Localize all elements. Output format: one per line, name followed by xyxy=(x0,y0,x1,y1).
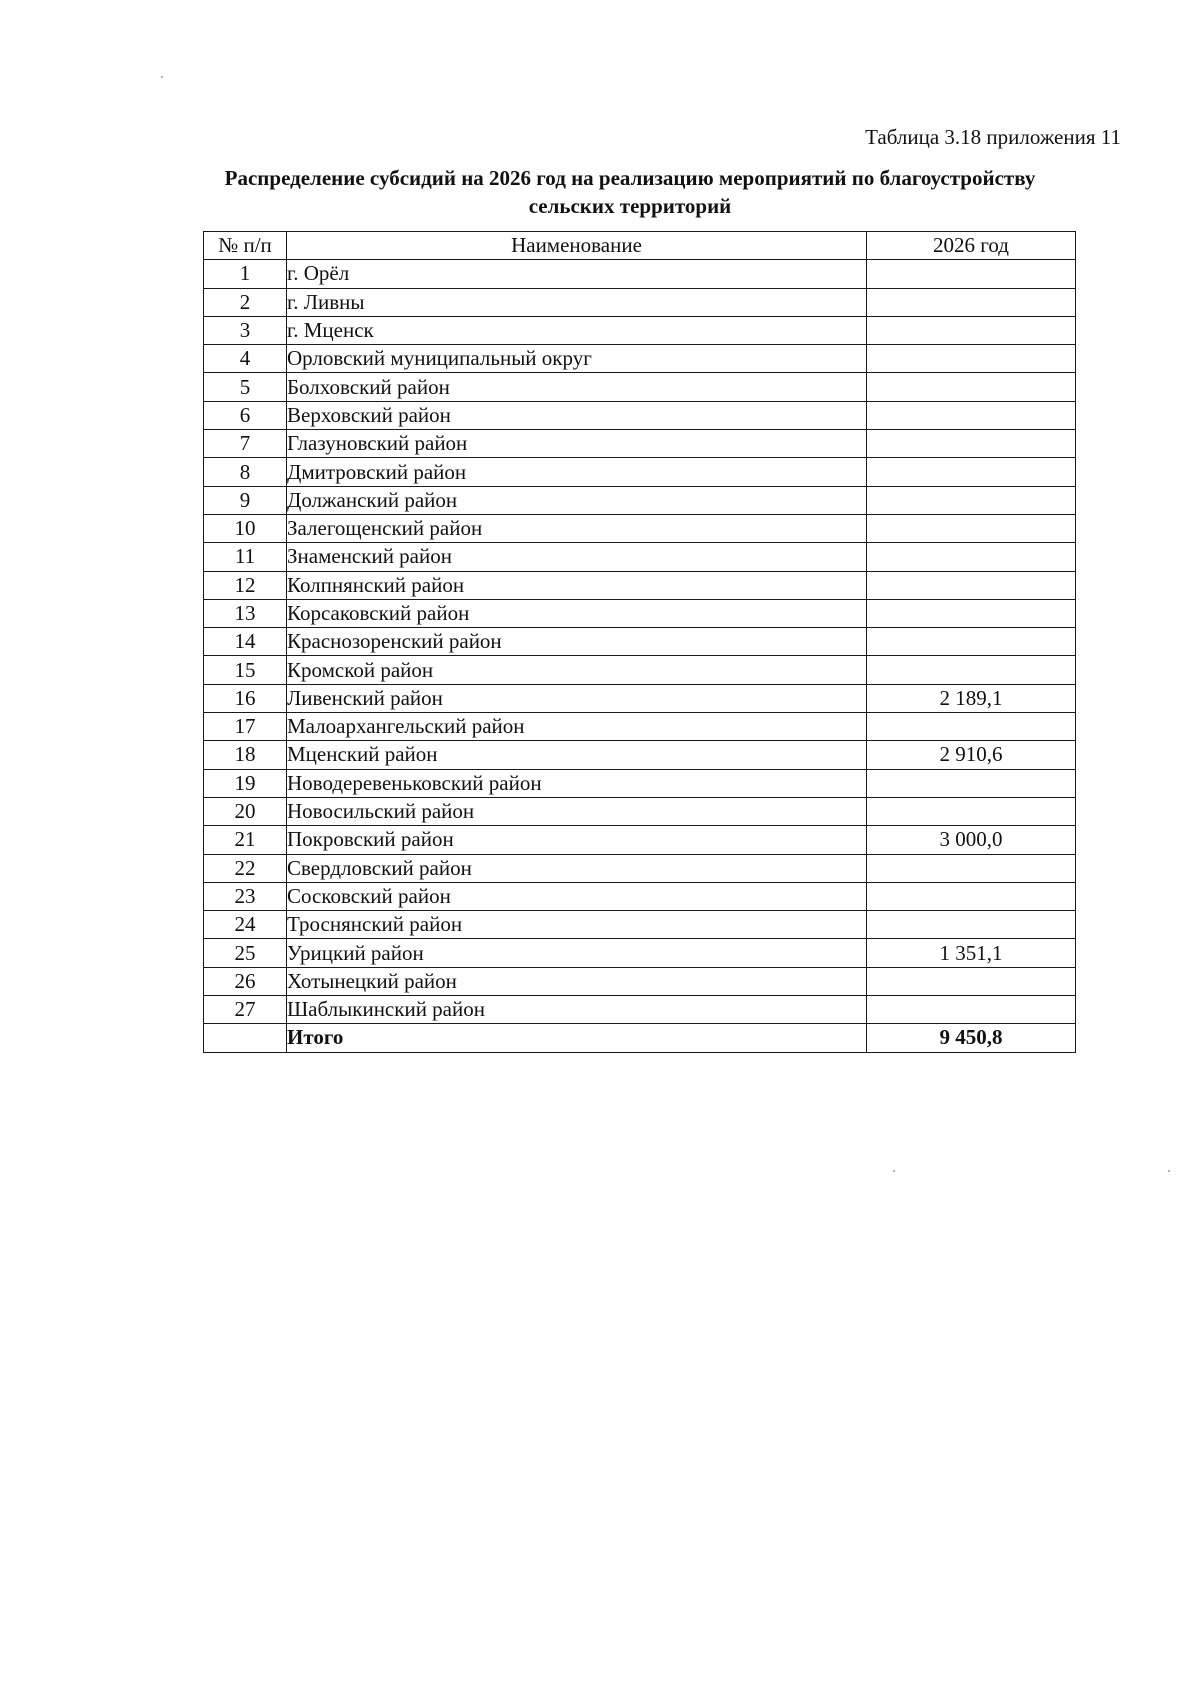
row-number-cell: 14 xyxy=(204,628,287,656)
table-row xyxy=(204,316,1076,344)
row-name-cell: Троснянский район xyxy=(287,911,867,939)
row-number-cell: 23 xyxy=(204,882,287,910)
row-value-cell xyxy=(867,882,1076,910)
table-row xyxy=(204,854,1076,882)
row-value-cell xyxy=(867,543,1076,571)
row-number-cell: 4 xyxy=(204,345,287,373)
table-reference: Таблица 3.18 приложения 11 xyxy=(865,125,1121,149)
row-value-cell: 1 351,1 xyxy=(867,939,1076,967)
row-value-cell xyxy=(867,260,1076,288)
row-number-cell: 20 xyxy=(204,797,287,825)
row-value-cell xyxy=(867,656,1076,684)
row-number-cell: 26 xyxy=(204,967,287,995)
document-title xyxy=(165,164,1095,220)
row-name-cell: Орловский муниципальный округ xyxy=(287,345,867,373)
table-row xyxy=(204,911,1076,939)
row-number-cell: 25 xyxy=(204,939,287,967)
row-name-cell: Покровский район xyxy=(287,826,867,854)
row-value-cell xyxy=(867,769,1076,797)
table-row xyxy=(204,288,1076,316)
row-name-cell: Болховский район xyxy=(287,373,867,401)
row-number-cell: 11 xyxy=(204,543,287,571)
row-name-cell: Шаблыкинский район xyxy=(287,996,867,1024)
row-name-cell: Новосильский район xyxy=(287,797,867,825)
row-name-cell: Корсаковский район xyxy=(287,599,867,627)
row-number-cell: 8 xyxy=(204,458,287,486)
row-name-cell: Верховский район xyxy=(287,401,867,429)
table-row xyxy=(204,797,1076,825)
table-body xyxy=(204,260,1076,1052)
table-row xyxy=(204,599,1076,627)
row-number-cell: 15 xyxy=(204,656,287,684)
header-name: Наименование xyxy=(287,232,867,260)
row-name-cell: Новодеревеньковский район xyxy=(287,769,867,797)
header-number: № п/п xyxy=(204,232,287,260)
row-number-cell: 2 xyxy=(204,288,287,316)
table-row xyxy=(204,996,1076,1024)
row-number-cell: 22 xyxy=(204,854,287,882)
header-year: 2026 год xyxy=(867,232,1076,260)
row-value-cell xyxy=(867,996,1076,1024)
total-label-cell: Итого xyxy=(287,1024,867,1052)
table-row xyxy=(204,684,1076,712)
row-number-cell: 21 xyxy=(204,826,287,854)
row-value-cell xyxy=(867,571,1076,599)
row-value-cell: 2 910,6 xyxy=(867,741,1076,769)
row-name-cell: Свердловский район xyxy=(287,854,867,882)
row-number-cell: 18 xyxy=(204,741,287,769)
row-value-cell: 2 189,1 xyxy=(867,684,1076,712)
row-number-cell: 7 xyxy=(204,430,287,458)
row-number-cell: 16 xyxy=(204,684,287,712)
table-row xyxy=(204,769,1076,797)
row-name-cell: Кромской район xyxy=(287,656,867,684)
table-row xyxy=(204,260,1076,288)
row-value-cell: 3 000,0 xyxy=(867,826,1076,854)
row-name-cell: Хотынецкий район xyxy=(287,967,867,995)
row-value-cell xyxy=(867,854,1076,882)
row-name-cell: г. Мценск xyxy=(287,316,867,344)
row-number-cell: 24 xyxy=(204,911,287,939)
table-row xyxy=(204,373,1076,401)
row-name-cell: Должанский район xyxy=(287,486,867,514)
row-name-cell: Глазуновский район xyxy=(287,430,867,458)
table-header-row xyxy=(204,232,1076,260)
row-value-cell xyxy=(867,345,1076,373)
row-value-cell xyxy=(867,628,1076,656)
row-number-cell: 12 xyxy=(204,571,287,599)
table-row xyxy=(204,401,1076,429)
table-row xyxy=(204,713,1076,741)
table-row xyxy=(204,514,1076,542)
row-value-cell xyxy=(867,401,1076,429)
row-number-cell: 13 xyxy=(204,599,287,627)
row-number-cell: 5 xyxy=(204,373,287,401)
row-value-cell xyxy=(867,288,1076,316)
table-row xyxy=(204,826,1076,854)
row-name-cell: Знаменский район xyxy=(287,543,867,571)
total-number-cell xyxy=(204,1024,287,1052)
row-value-cell xyxy=(867,911,1076,939)
row-number-cell: 27 xyxy=(204,996,287,1024)
table-row xyxy=(204,571,1076,599)
table-row xyxy=(204,628,1076,656)
row-number-cell: 1 xyxy=(204,260,287,288)
total-value-cell: 9 450,8 xyxy=(867,1024,1076,1052)
table-row xyxy=(204,345,1076,373)
table-row xyxy=(204,967,1076,995)
row-name-cell: Залегощенский район xyxy=(287,514,867,542)
row-number-cell: 9 xyxy=(204,486,287,514)
row-name-cell: г. Ливны xyxy=(287,288,867,316)
table-row xyxy=(204,939,1076,967)
row-name-cell: Ливенский район xyxy=(287,684,867,712)
row-number-cell: 17 xyxy=(204,713,287,741)
document-title-line-1: Распределение субсидий на 2026 год на реализацию мероприятий по благоустройству xyxy=(224,166,1036,190)
row-value-cell xyxy=(867,514,1076,542)
row-name-cell: Мценский район xyxy=(287,741,867,769)
table-row xyxy=(204,741,1076,769)
row-value-cell xyxy=(867,373,1076,401)
row-number-cell: 19 xyxy=(204,769,287,797)
row-value-cell xyxy=(867,316,1076,344)
row-name-cell: Малоархангельский район xyxy=(287,713,867,741)
subsidy-table xyxy=(203,231,1076,1053)
table-row xyxy=(204,543,1076,571)
row-value-cell xyxy=(867,713,1076,741)
row-value-cell xyxy=(867,967,1076,995)
row-number-cell: 6 xyxy=(204,401,287,429)
row-name-cell: Сосковский район xyxy=(287,882,867,910)
table-row xyxy=(204,458,1076,486)
row-name-cell: Урицкий район xyxy=(287,939,867,967)
row-number-cell: 10 xyxy=(204,514,287,542)
row-name-cell: г. Орёл xyxy=(287,260,867,288)
table-row xyxy=(204,882,1076,910)
row-name-cell: Колпнянский район xyxy=(287,571,867,599)
table-row xyxy=(204,430,1076,458)
row-value-cell xyxy=(867,599,1076,627)
table-row xyxy=(204,656,1076,684)
row-value-cell xyxy=(867,486,1076,514)
row-name-cell: Дмитровский район xyxy=(287,458,867,486)
row-number-cell: 3 xyxy=(204,316,287,344)
document-title-line-2: сельских территорий xyxy=(528,194,732,218)
row-value-cell xyxy=(867,797,1076,825)
row-name-cell: Краснозоренский район xyxy=(287,628,867,656)
total-row xyxy=(204,1024,1076,1052)
row-value-cell xyxy=(867,458,1076,486)
row-value-cell xyxy=(867,430,1076,458)
table-row xyxy=(204,486,1076,514)
